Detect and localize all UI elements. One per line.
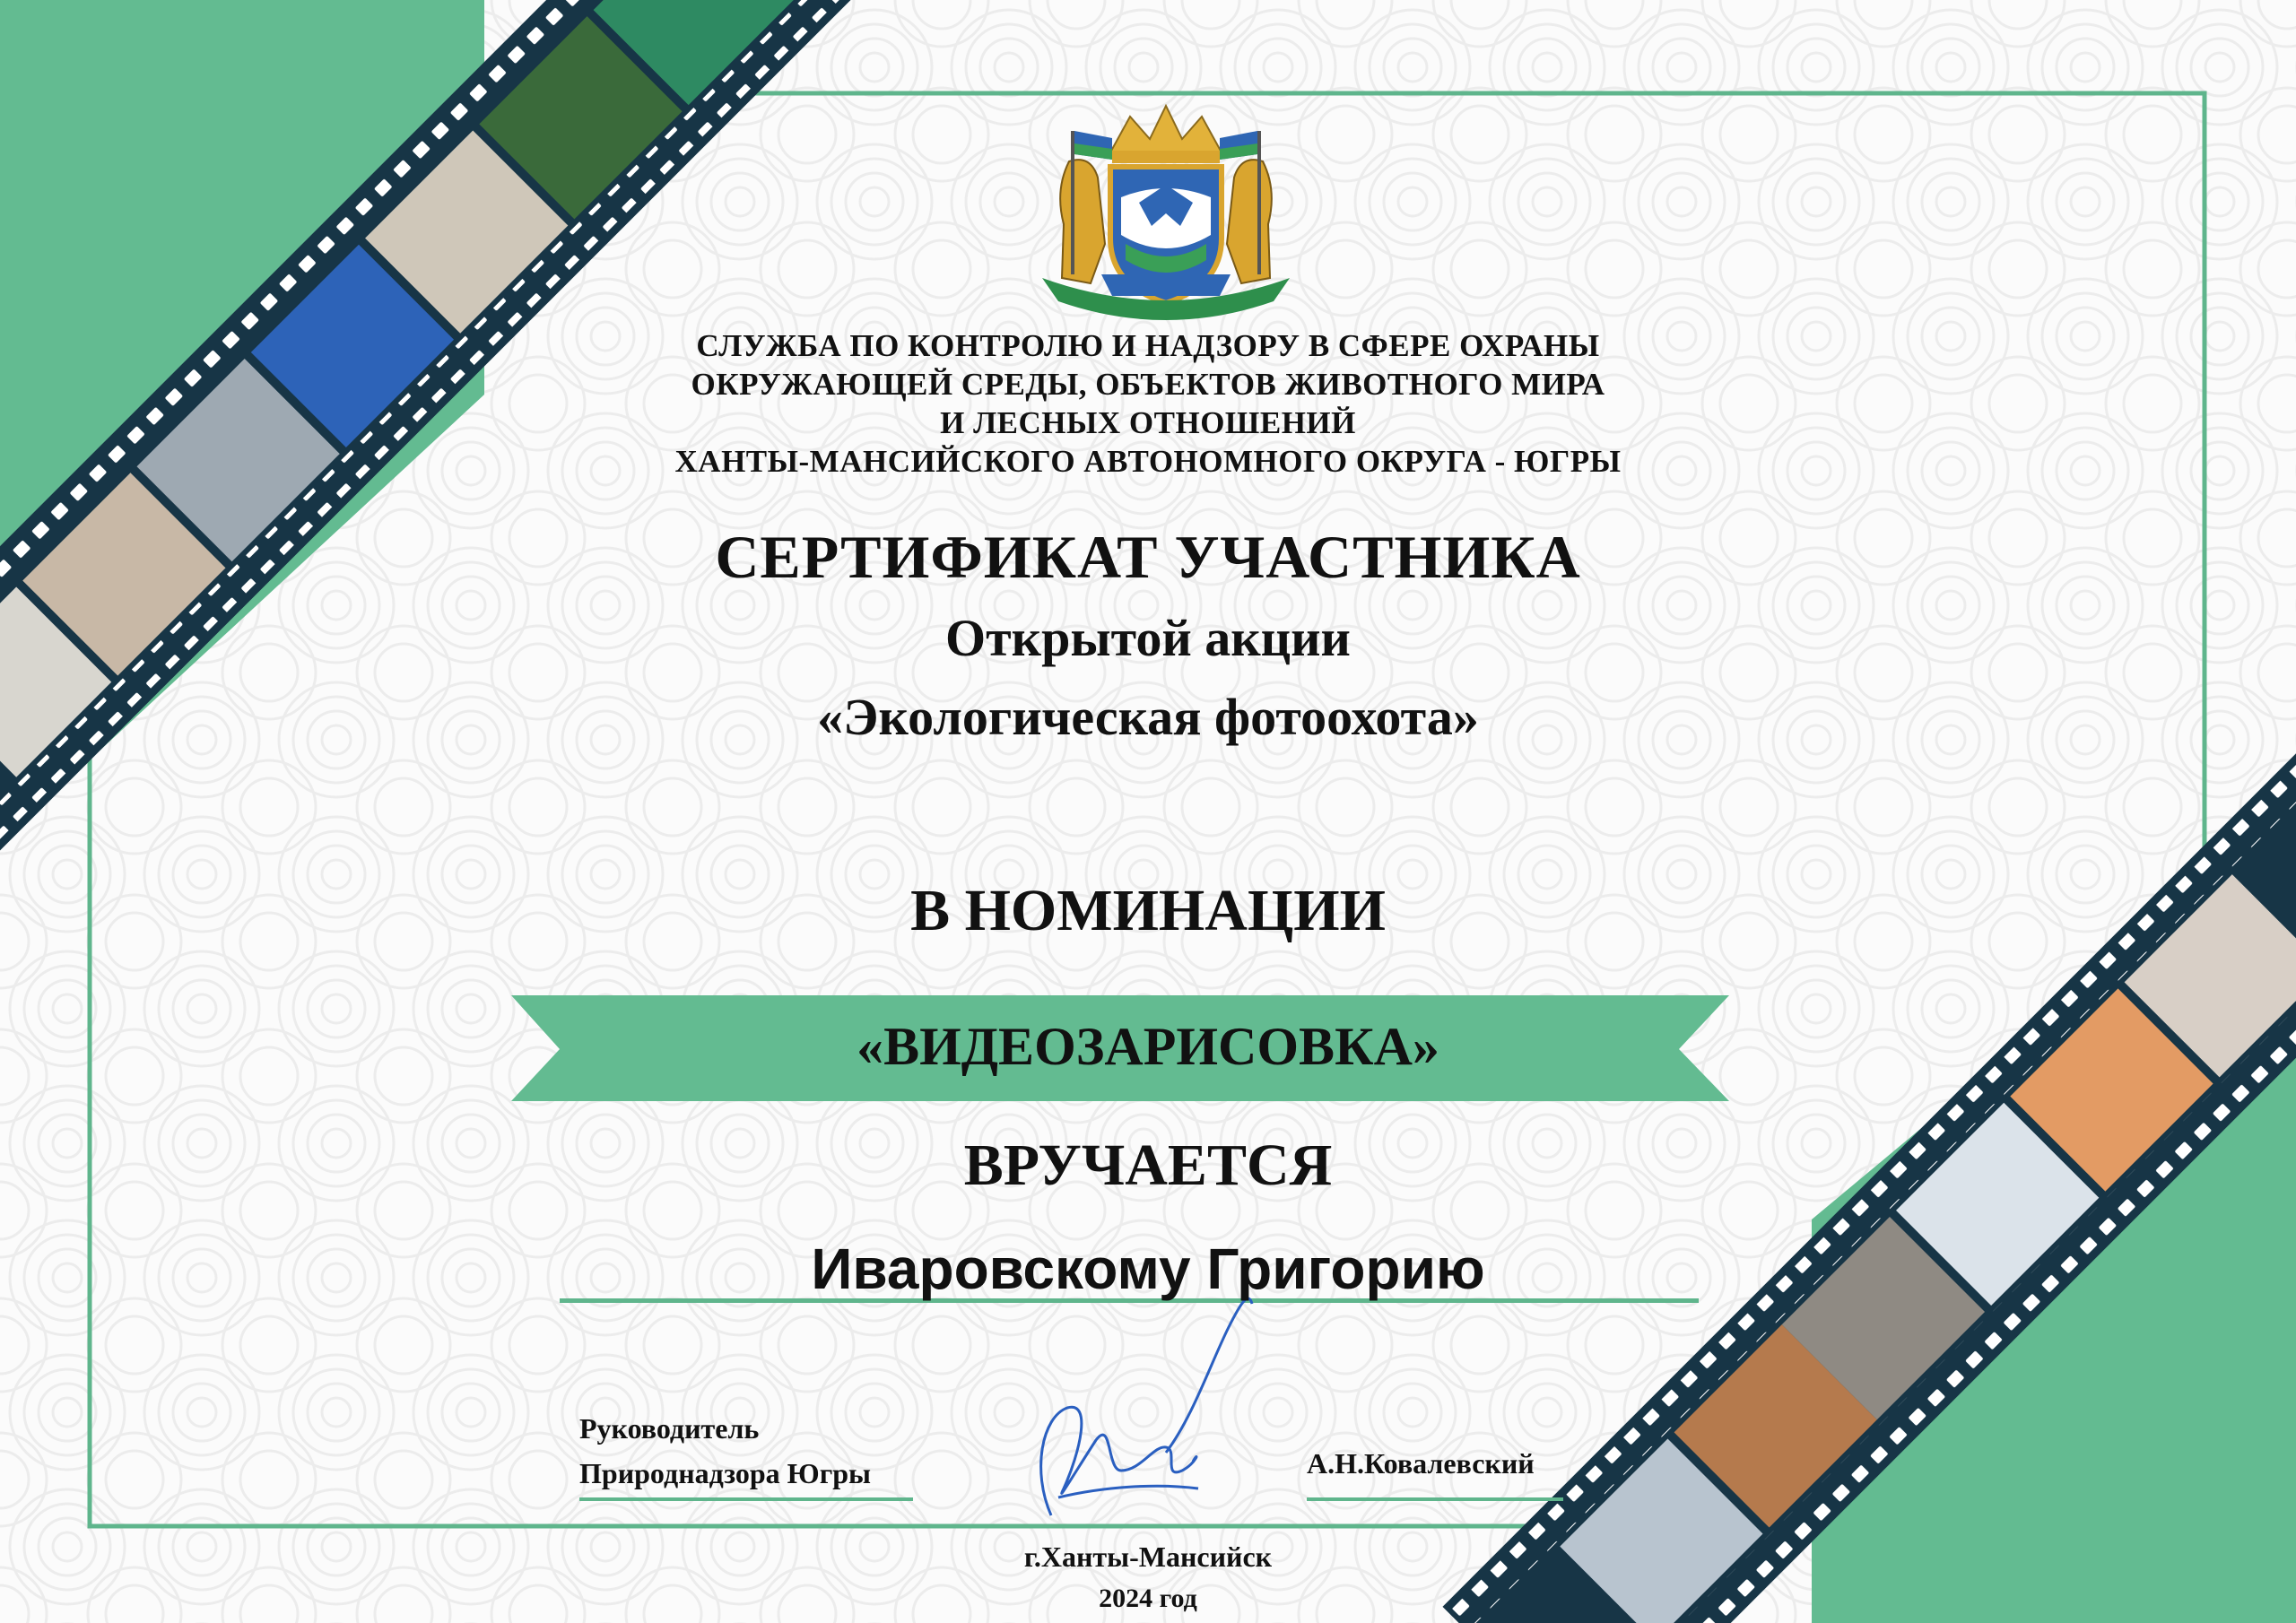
awarded-label: ВРУЧАЕТСЯ — [963, 1133, 1333, 1198]
nomination-label: В НОМИНАЦИИ — [910, 878, 1386, 943]
recipient-name: Иваровскому Григорию — [811, 1237, 1485, 1301]
certificate-title: СЕРТИФИКАТ УЧАСТНИКА — [715, 523, 1581, 591]
signatory-position — [579, 1406, 871, 1496]
signatory-position-line: Природнадзора Югры — [579, 1457, 872, 1489]
nomination-title: «ВИДЕОЗАРИСОВКА» — [857, 1017, 1439, 1076]
organization-name — [0, 326, 2296, 481]
organization-line: ОКРУЖАЮЩЕЙ СРЕДЫ, ОБЪЕКТОВ ЖИВОТНОГО МИРА — [691, 367, 1605, 402]
organization-line: И ЛЕСНЫХ ОТНОШЕНИЙ — [940, 405, 1356, 440]
signatory-name: А.Н.Ковалевский — [1307, 1447, 1535, 1480]
event-name: «Экологическая фотоохота» — [817, 688, 1479, 746]
issue-city: г.Ханты-Мансийск — [1023, 1541, 1273, 1573]
signatory-position-line: Руководитель — [579, 1412, 760, 1445]
organization-line: СЛУЖБА ПО КОНТРОЛЮ И НАДЗОРУ В СФЕРЕ ОХРАНЫ — [696, 328, 1600, 363]
organization-line: ХАНТЫ-МАНСИЙСКОГО АВТОНОМНОГО ОКРУГА - ЮГРЫ — [674, 444, 1622, 479]
issue-year: 2024 год — [1099, 1584, 1197, 1613]
position-underline — [579, 1497, 913, 1501]
signatory-name-underline — [1307, 1497, 1563, 1501]
event-subtitle: Открытой акции — [945, 609, 1351, 667]
